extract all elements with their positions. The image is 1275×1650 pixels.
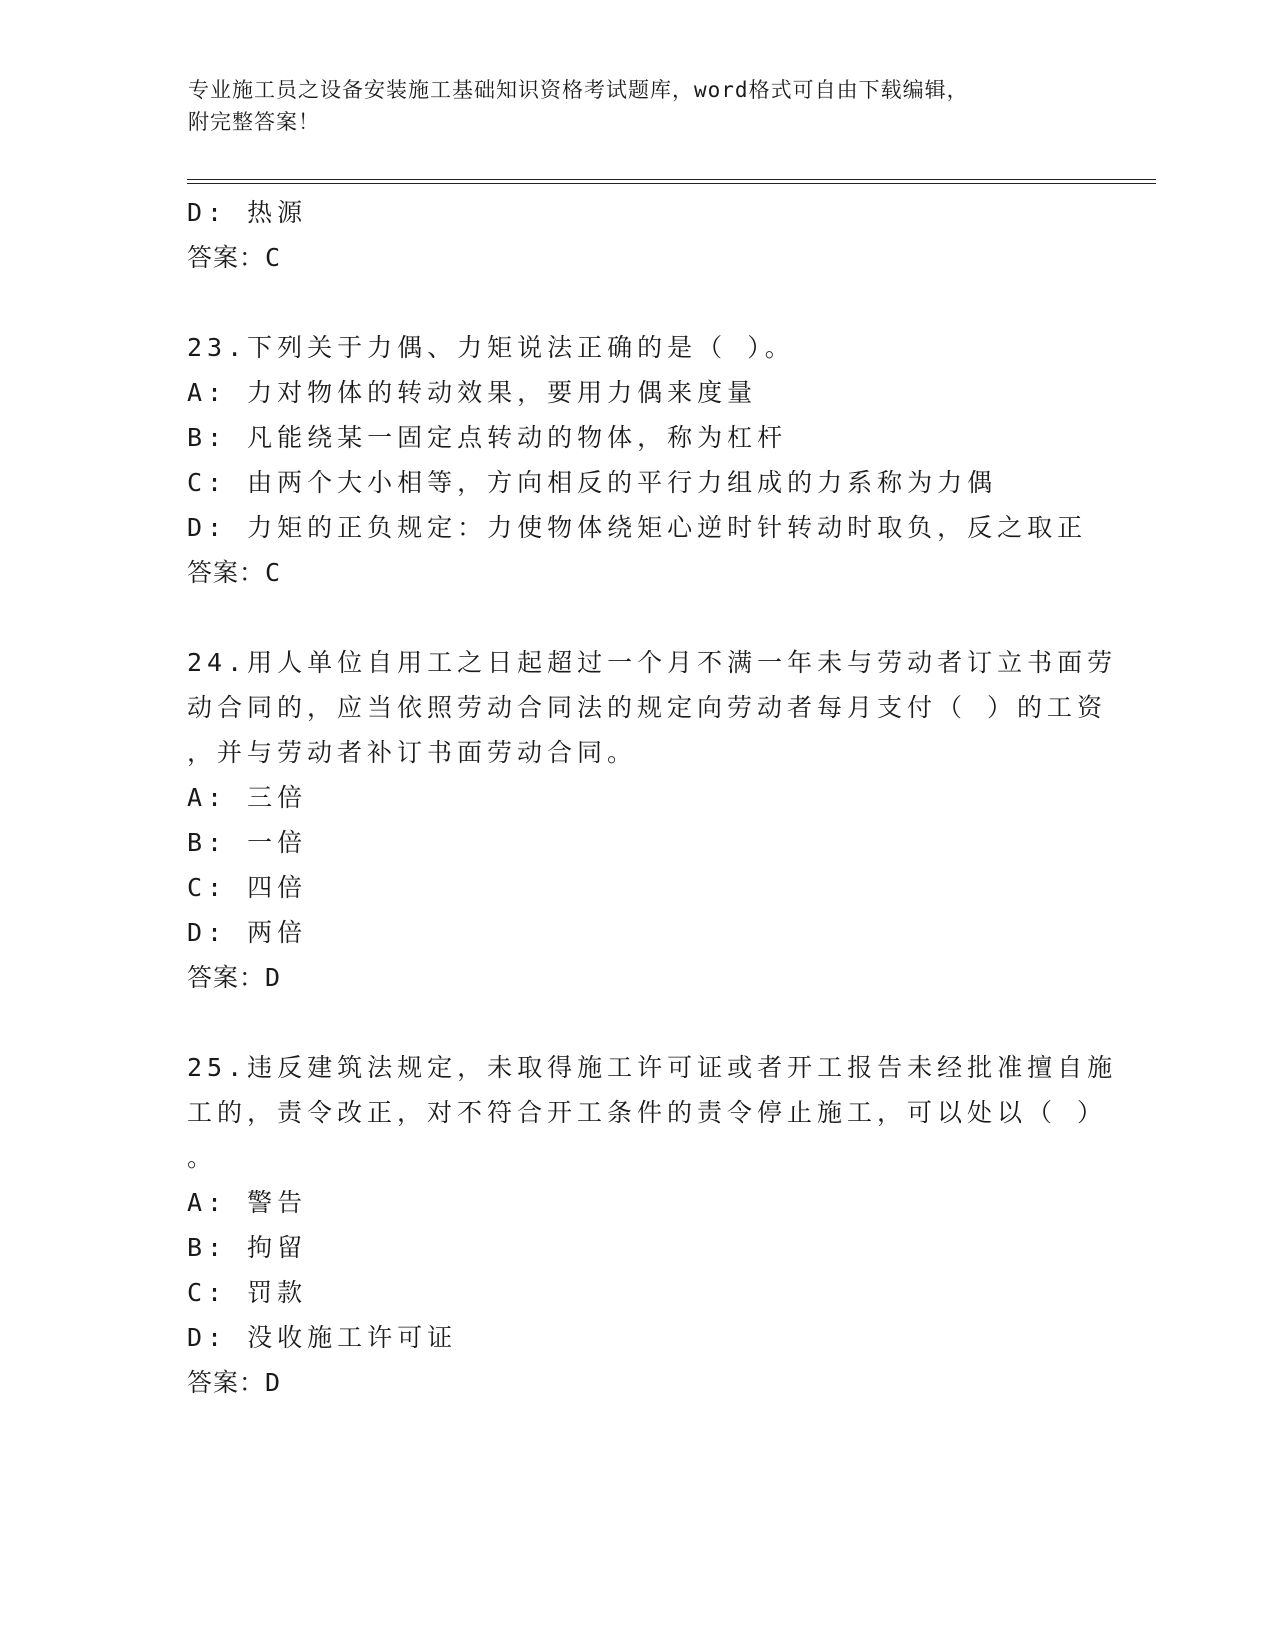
answer-label: 答案： [187, 1368, 266, 1397]
header-divider-top [187, 179, 1156, 180]
answer-value: C [265, 558, 282, 587]
answer-line [187, 235, 1087, 280]
question-stem-line-1: 25.违反建筑法规定，未取得施工许可证或者开工报告未经批准擅自施 [187, 1053, 1118, 1082]
option-d: D: 力矩的正负规定：力使物体绕矩心逆时针转动时取负，反之取正 [187, 513, 1088, 542]
answer-value: C [265, 243, 282, 272]
option-a: A: 警告 [187, 1188, 308, 1217]
answer-line [187, 955, 1087, 1000]
option-a: A: 力对物体的转动效果，要用力偶来度量 [187, 378, 758, 407]
question-stem-line-1: 24.用人单位自用工之日起超过一个月不满一年未与劳动者订立书面劳 [187, 648, 1118, 677]
option-b: B: 拘留 [187, 1233, 308, 1262]
question-stem-line-2: 动合同的，应当依照劳动合同法的规定向劳动者每月支付（ ）的工资 [187, 693, 1108, 722]
question-stem-line-2: 工的，责令改正，对不符合开工条件的责令停止施工，可以处以（ ） [187, 1098, 1108, 1127]
question-25 [187, 1045, 1118, 1405]
option-c: C: 由两个大小相等，方向相反的平行力组成的力系称为力偶 [187, 468, 998, 497]
option-b: B: 凡能绕某一固定点转动的物体，称为杠杆 [187, 423, 788, 452]
option-c: C: 四倍 [187, 873, 308, 902]
option-b: B: 一倍 [187, 828, 308, 857]
header-divider-bottom [187, 183, 1156, 184]
question-list [187, 190, 1118, 1405]
answer-value: D [265, 963, 282, 992]
answer-line [187, 1360, 1087, 1405]
question-stem-line-3: 。 [187, 1143, 218, 1172]
answer-label: 答案： [187, 243, 266, 272]
answer-value: D [265, 1368, 282, 1397]
option-a: A: 三倍 [187, 783, 308, 812]
option-d: D: 没收施工许可证 [187, 1323, 458, 1352]
answer-label: 答案： [187, 558, 266, 587]
question-24 [187, 640, 1118, 1000]
question-23 [187, 325, 1087, 595]
question-stem: 23.下列关于力偶、力矩说法正确的是（ ）。 [187, 333, 795, 362]
header-line-1: 专业施工员之设备安装施工基础知识资格考试题库，word格式可自由下载编辑， [188, 78, 969, 102]
document-header [188, 74, 1088, 138]
option-d: D: 两倍 [187, 918, 308, 947]
answer-line [187, 550, 1087, 595]
option-d: D: 热源 [187, 198, 308, 227]
question-stem-line-3: ，并与劳动者补订书面劳动合同。 [187, 738, 638, 767]
answer-label: 答案： [187, 963, 266, 992]
question-22-tail [187, 190, 1087, 280]
header-line-2: 附完整答案！ [188, 110, 320, 134]
option-c: C: 罚款 [187, 1278, 308, 1307]
